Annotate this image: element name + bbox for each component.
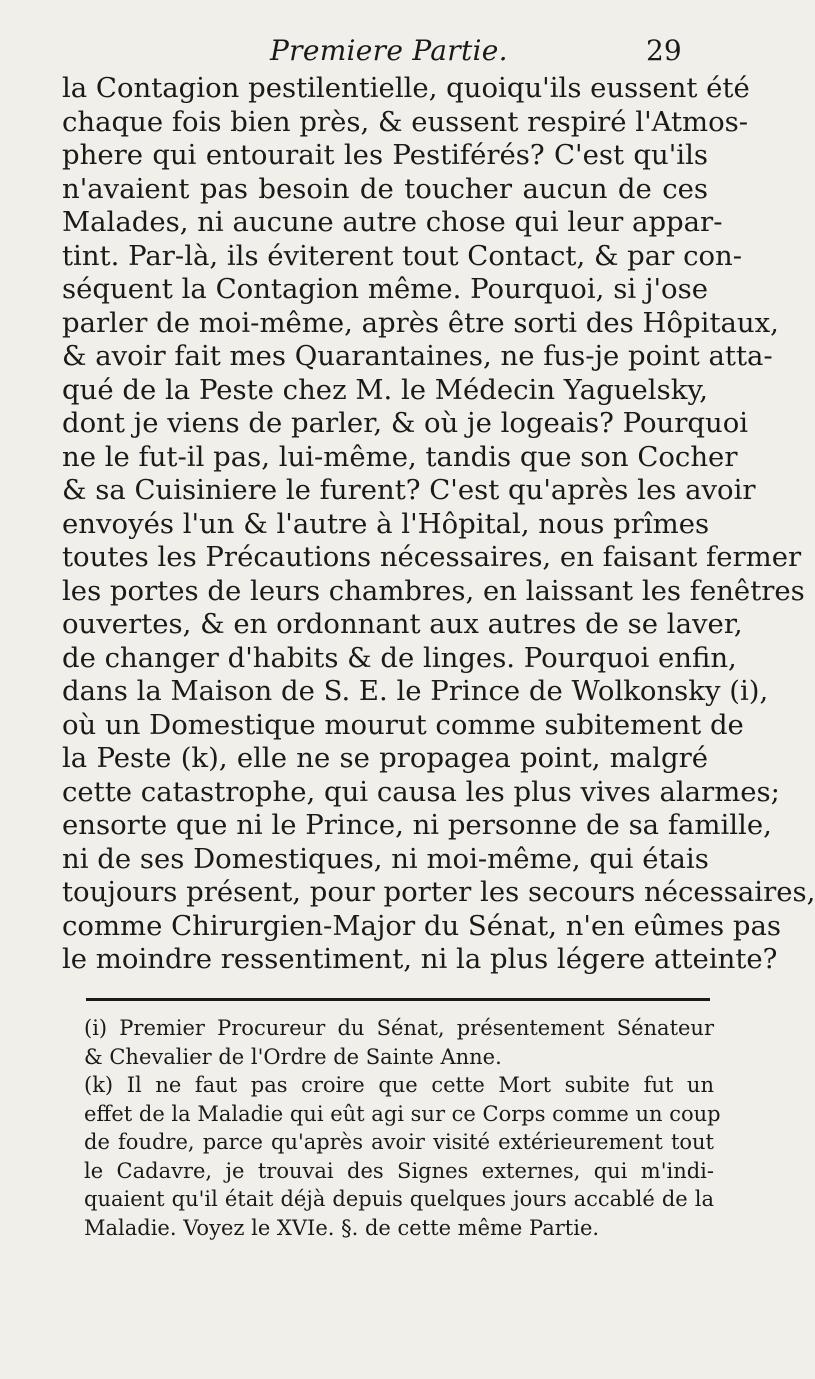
text-line: & avoir fait mes Quarantaines, ne fus-je point atta- [62, 340, 773, 372]
footnote-line: quaient qu'il était déjà depuis quelques jours accablé de la [84, 1187, 714, 1211]
text-line: les portes de leurs chambres, en laissant les fenêtres [62, 574, 805, 607]
text-line: tint. Par-là, ils éviterent tout Contact, & par con- [62, 239, 743, 272]
text-line: ouvertes, & en ordonnant aux autres de se laver, [62, 608, 743, 640]
text-line: dont je viens de parler, & où je logeais? Pourquoi [62, 407, 749, 439]
text-line: chaque fois bien près, & eussent respiré l'Atmos- [62, 105, 749, 138]
text-line: comme Chirurgien-Major du Sénat, n'en eûmes pas [62, 909, 781, 942]
text-line: toujours présent, pour porter les secours nécessaires, [62, 876, 815, 908]
footnote-line: (i) Premier Procureur du Sénat, présentement Sénateur [84, 1016, 714, 1040]
text-line: de changer d'habits & de linges. Pourquoi enfin, [62, 641, 737, 674]
text-line: phere qui entourait les Pestiférés? C'est qu'ils [62, 139, 708, 171]
text-line: ne le fut-il pas, lui-même, tandis que son Cocher [62, 440, 738, 473]
text-line: toutes les Précautions nécessaires, en faisant fermer [62, 541, 802, 573]
text-line: n'avaient pas besoin de toucher aucun de ces [62, 172, 708, 205]
text-line: où un Domestique mourut comme subitement de [62, 708, 744, 741]
text-line: Malades, ni aucune autre chose qui leur appar- [62, 206, 723, 238]
footnote-line: (k) Il ne faut pas croire que cette Mort subite fut un [84, 1073, 714, 1097]
text-line: le moindre ressentiment, ni la plus légere atteinte? [62, 943, 778, 975]
running-title: Premiere Partie. [270, 34, 508, 67]
page-number: 29 [646, 34, 682, 67]
main-text [62, 72, 815, 977]
footnotes [84, 1014, 721, 1242]
text-line: cette catastrophe, qui causa les plus vives alarmes; [62, 775, 780, 808]
text-line: ensorte que ni le Prince, ni personne de sa famille, [62, 809, 772, 841]
footnote-line: Maladie. Voyez le XVIe. §. de cette même Partie. [84, 1215, 600, 1240]
footnote-divider [86, 998, 710, 1001]
text-line: la Peste (k), elle ne se propagea point, malgré [62, 742, 708, 774]
text-line: ni de ses Domestiques, ni moi-même, qui étais [62, 842, 709, 875]
text-line: & sa Cuisiniere le furent? C'est qu'après les avoir [62, 474, 756, 506]
footnote-line: & Chevalier de l'Ordre de Sainte Anne. [84, 1044, 502, 1069]
page-header [0, 34, 800, 74]
text-line: parler de moi-même, après être sorti des Hôpitaux, [62, 306, 779, 339]
text-line: dans la Maison de S. E. le Prince de Wolkonsky (i), [62, 675, 769, 707]
text-line: la Contagion pestilentielle, quoiqu'ils eussent été [62, 72, 750, 104]
footnote-line: le Cadavre, je trouvai des Signes externes, qui m'indi- [84, 1158, 714, 1183]
text-line: séquent la Contagion même. Pourquoi, si j'ose [62, 273, 708, 305]
text-line: envoyés l'un & l'autre à l'Hôpital, nous prîmes [62, 507, 710, 540]
footnote-line: effet de la Maladie qui eût agi sur ce Corps comme un coup [84, 1101, 721, 1126]
footnote-line: de foudre, parce qu'après avoir visité extérieurement tout [84, 1130, 714, 1154]
text-line: qué de la Peste chez M. le Médecin Yaguelsky, [62, 373, 708, 406]
